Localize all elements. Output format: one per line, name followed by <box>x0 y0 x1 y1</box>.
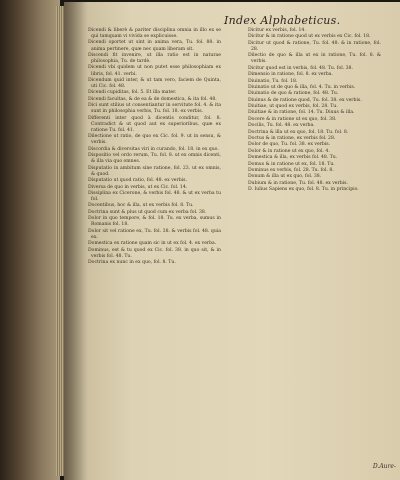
index-entry: Diuitiae, ut quod ex verbis, fol. 28. Tu. <box>248 104 338 110</box>
index-entry: Diuitiae & in ratione, fol. 14. Tu. Diuus & illa. <box>248 110 355 116</box>
index-entry: Dolor de quo, Tu. fol. 38. ex verbis. <box>248 142 331 148</box>
index-entry: Doctrina sunt & plus ut quod cum ex verba fol. 38. <box>88 209 207 215</box>
index-entry: Dicendi facultas, & de ea & de domestica, & ita fol. 48. <box>88 96 217 102</box>
index-entry: Disputatio in ambitum sine ratione, fol. 23. ut ex omnis, & quod. <box>88 165 221 177</box>
running-head: Index Alphabeticus. <box>224 14 341 27</box>
index-entry: Dicitur ex verbis, fol. 14. <box>248 28 306 33</box>
gutter-shadow <box>64 2 88 480</box>
index-entry: Dicitur quod est in verbis, fol. 48. Tu. fol. 38. <box>248 65 353 71</box>
index-entry: Dici sunt stilius ut consentiantur in servitute fol. 4. & ita sunt in philosophia verbis, Tu. fol. 18. ex verbis. <box>88 103 221 115</box>
book-spine-edge <box>0 0 60 480</box>
index-entry: Dicendi & liberè & pariter disciplina omnia in illo ex se qui tamquam vi vivida se explicuisse. <box>88 28 221 40</box>
index-entry: Discendi fit invenire, ut illa ratio est in naturae philosophia, Tu. de tardè. <box>88 52 221 65</box>
index-entry: Doctus & in ratione, ex verbis fol. 28. <box>248 136 336 142</box>
index-entry: Domus & in ratione ut ex, fol. 18. Tu. <box>248 161 335 167</box>
index-entry: Dicendi vbi quidem ut non putet esse philosophiam ex libris, fol. 41. verbi. <box>88 65 221 77</box>
index-entry: Diuinus & de ratione quod, Tu. fol. 38. ex verbis. <box>248 97 362 103</box>
catchword: D.Aure- <box>372 463 396 470</box>
index-entry: Doctrina & illa ut ex quo, fol. 18. Tu. fol. 8. <box>248 129 349 135</box>
index-entry: Dubium & in ratione, Tu. fol. 48. ex verbis. <box>248 180 348 186</box>
index-entry: Docentibus, hoc & illa, ut ex verbis fol. 8. Tu. <box>88 203 194 209</box>
book-page <box>64 2 400 480</box>
index-entry: Dilectione ut ratio, de quo ex Cic. fol. 9. ut in sensu, & verbis. <box>88 134 221 146</box>
index-entry: Dilectio de quo & illa ut ex in ratione, Tu. fol. 8. & verbis. <box>248 53 381 65</box>
index-entry: Dolor & in ratione ut ex quo, fol. 4. <box>248 148 330 154</box>
right-column <box>248 28 381 194</box>
index-entry: Dicendi oportet ut sint in anima vera, Tu. fol. 88. in anima pertinere, quæ nec quam liberam sit. <box>88 40 221 52</box>
index-entry: Dicitur & in ratione quod ut ex verbis ex Cic. fol. 18. <box>248 34 371 40</box>
index-entry: Disputatio ut quod ratio, fol. 48. ex verbis. <box>88 178 187 184</box>
index-entry: Dominus, est & tu quod ex Cic. fol. 38. in quo sit, & in verbis fol. 48. Tu. <box>88 247 221 259</box>
left-column <box>88 28 221 266</box>
index-entry: Donum & illa ut ex quo, fol. 38. <box>248 174 322 180</box>
index-entry: Differenti inter quod à dicentis conditur, fol. 8. Contradict & ut quod aut ex superioribus, quæ ex ratione Tu. fol. 41. <box>88 115 221 133</box>
index-entry: Dolor sit vel ratione ex, Tu. fol. 38. & verbis fol. 48. quia ex. <box>88 228 221 240</box>
index-entry: Diuinatio de quo & ratione, fol. 48. Tu. <box>248 91 339 97</box>
index-entry: Diversa de quo in verbis, ut ex Cic. fol. 14. <box>88 184 188 190</box>
index-entry: Domestica & illa, ex verbis fol. 48. Tu. <box>248 155 338 161</box>
index-entry: Dispositio vel ordo rerum, Tu. fol. 8. ut ex omnis dicenti, & illa via quo omnes. <box>88 153 221 165</box>
index-entry: Dominus ex verbis, fol. 28. Tu. fol. 8. <box>248 168 334 173</box>
index-entry: Domestica ex ratione quam sic in ut ex fol. 4. ex verba. <box>88 241 217 247</box>
index-entry: Dicendum quid inter, & ut tam vero, faciem de Quinta, uti Cic. fol. 48. <box>88 77 221 90</box>
index-entry: Dicitur ut quod & ratione, Tu. fol. 48. & in ratione, fol. 28. <box>248 40 381 52</box>
index-entry: Discordia & diversitas viri in curando, fol. 18. in ex quo. <box>88 146 219 152</box>
index-entry: D. Iulius Sapiens ex quo, fol. 8. Tu. in principio. <box>248 187 359 193</box>
index-entry: Dicendi cupiditas, fol. 5. Et illa mater. <box>88 90 177 96</box>
index-entry: Docilis, Tu. fol. 48. ex verba. <box>248 123 315 129</box>
index-entry: Dolor in quo tempore, & fol. 18. Tu. ex verba, sumus in Romanis fol. 18. <box>88 216 221 228</box>
index-entry: Diuinatio ut de quo & illa, fol. 4. Tu. in verbis. <box>248 84 356 90</box>
index-entry: Docere & in ratione ut ex quo, fol. 38. <box>248 116 337 122</box>
index-entry: Dissiplina ex Cicerone, & verbis fol. 48. & ut ex verba tu fol. <box>88 190 221 202</box>
index-entry: Diuinatio, Tu. fol. 18. <box>248 78 298 84</box>
index-entry: Doctrina ex nunc in ex quo, fol. 8. Tu. <box>88 260 176 265</box>
index-entry: Dimensio in ratione, fol. 8. ex verba. <box>248 72 333 78</box>
